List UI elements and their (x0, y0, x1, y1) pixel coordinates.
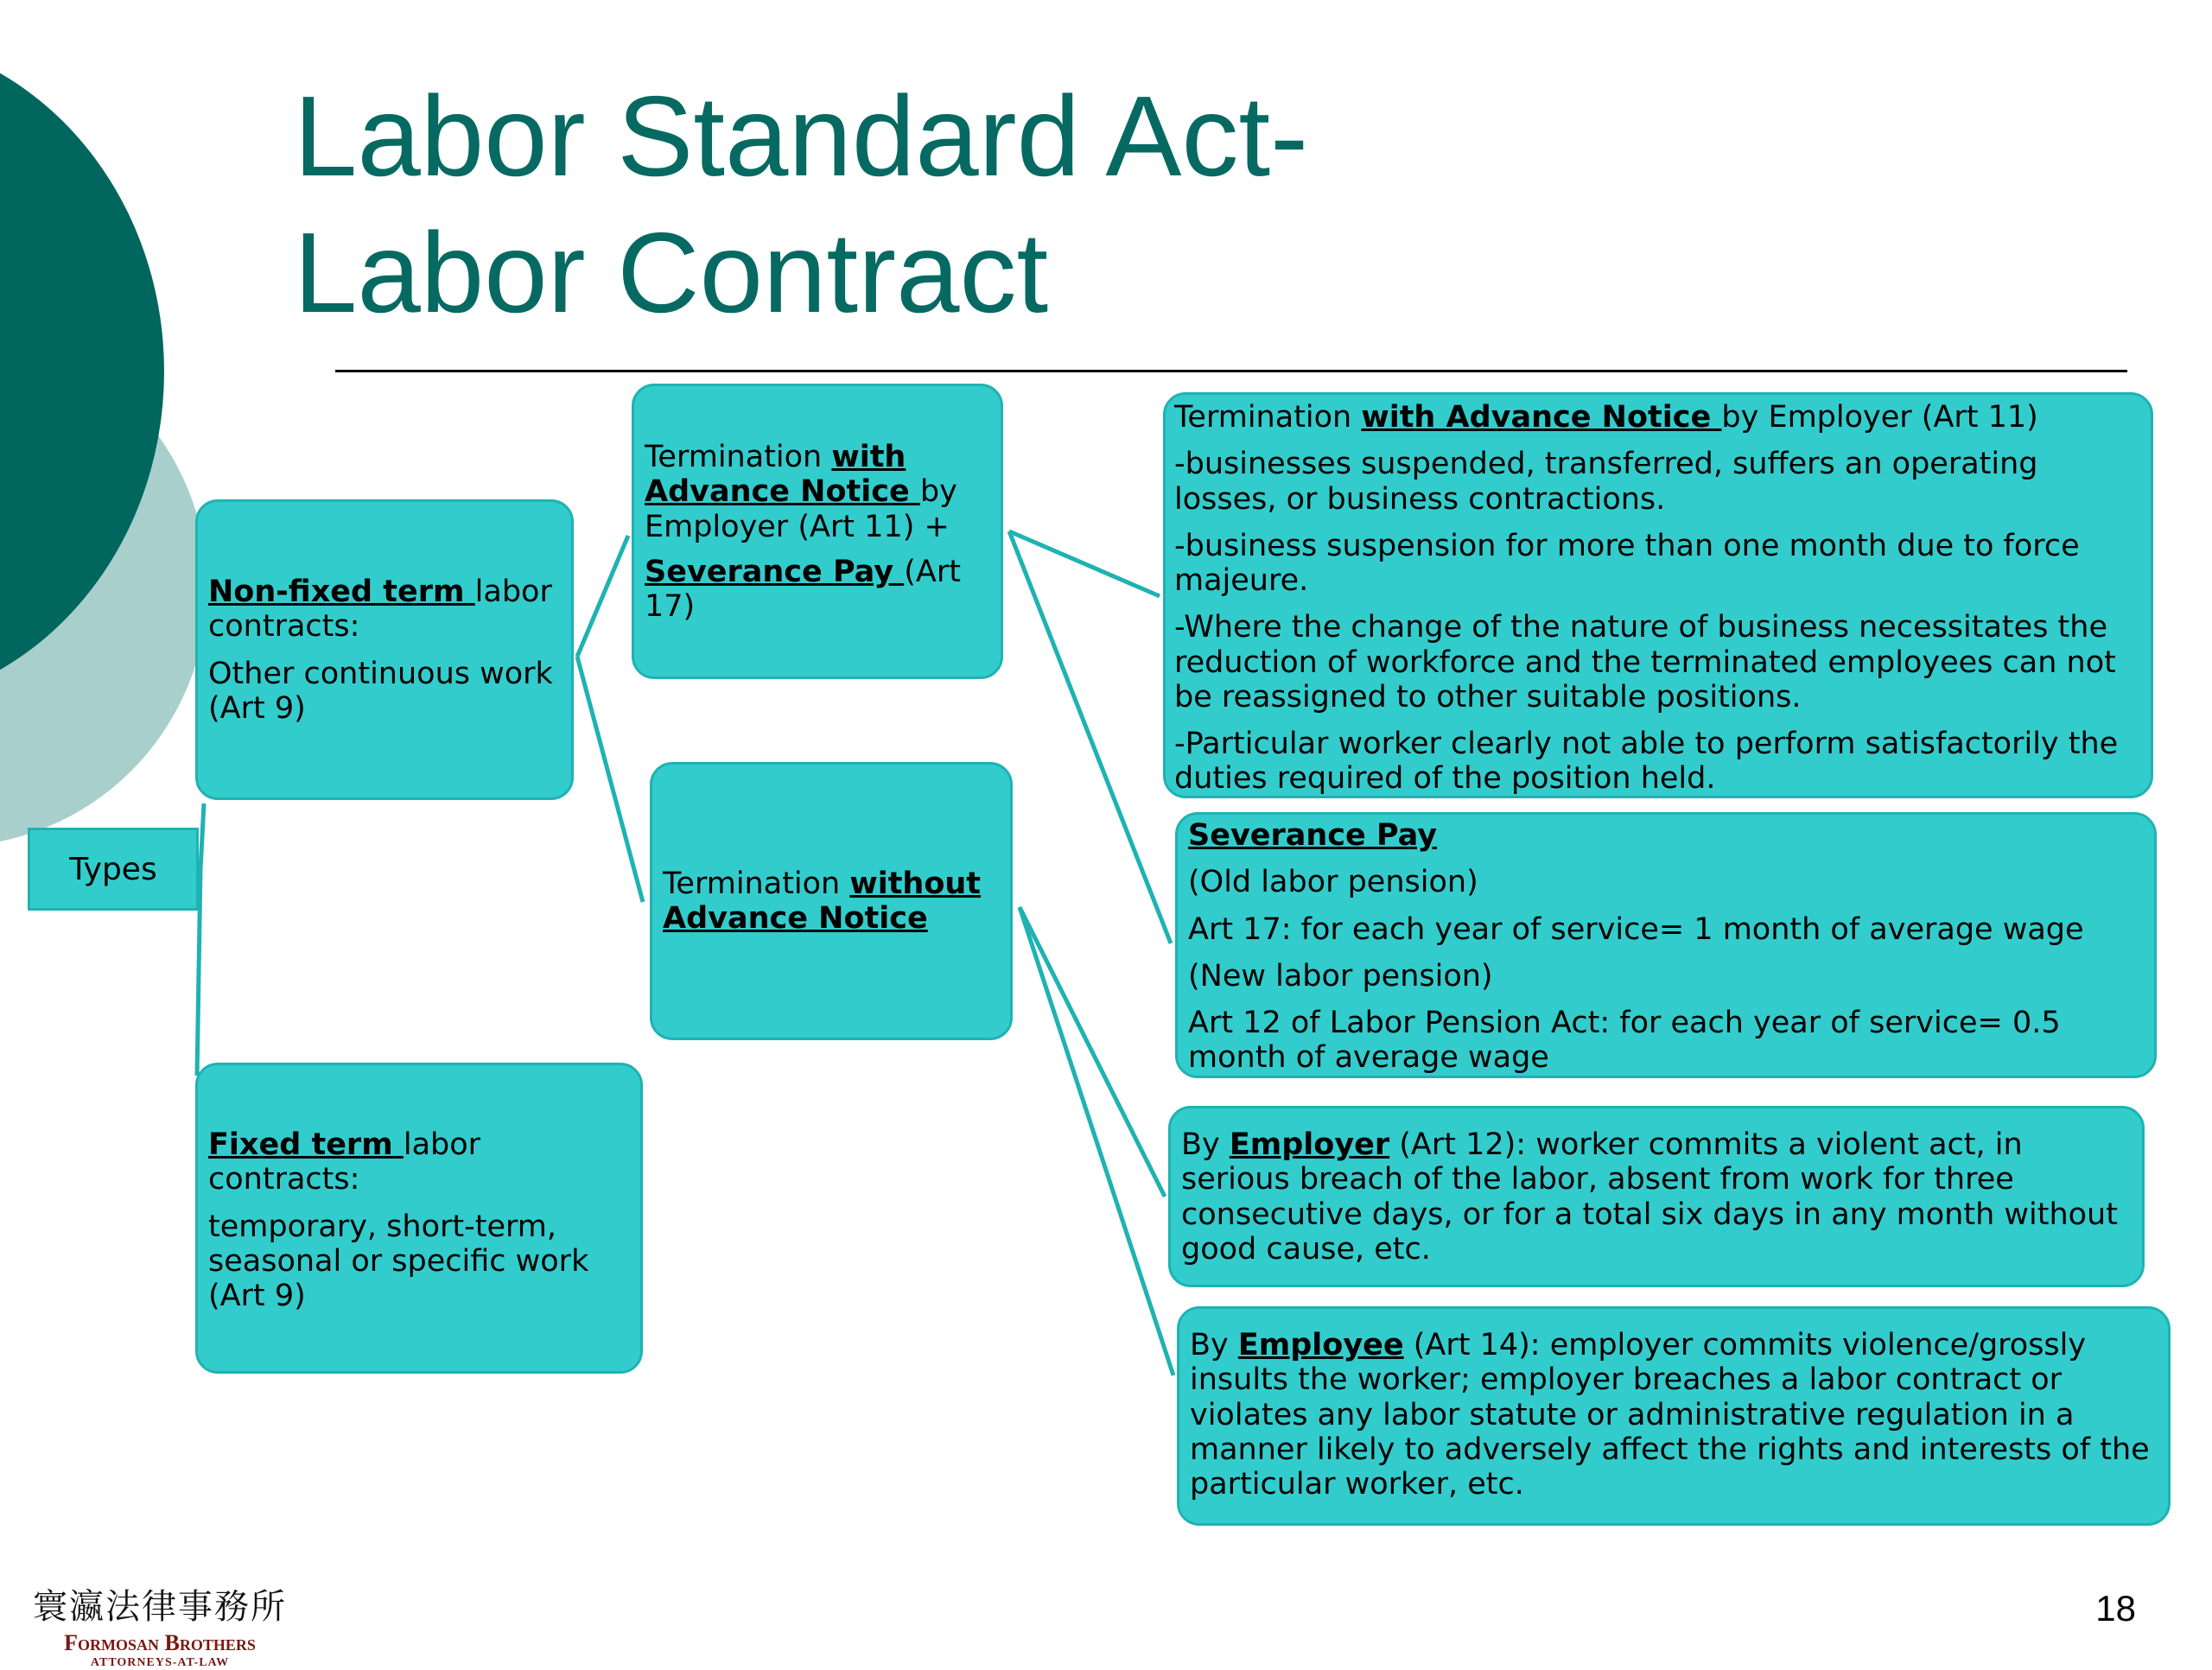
non-fixed-term-heading: Non-fixed term (208, 575, 475, 609)
logo-chinese-name: 寰瀛法律事務所 (33, 1587, 287, 1626)
severance-line: (New labor pension) (1188, 958, 1493, 994)
termination-without-notice-box (650, 762, 1013, 1040)
by-employee-t2: (Art 14): employer commits violence/grossly insults the worker; employer breaches a labor contract or violates any labor statute or administrative regulation in a manner likely to adversely affect the rights and interests of the particular worker, etc. (1190, 1328, 2150, 1502)
fixed-term-heading-rest: labor contracts: (208, 1127, 481, 1197)
severance-line: Art 17: for each year of service= 1 month of average wage (1188, 911, 2084, 947)
types-label: Types (69, 851, 157, 887)
connector-with-severance (1009, 531, 1171, 943)
slide-title-line-1: Labor Standard Act- (294, 73, 1309, 200)
with-notice-t2: by Employer (Art 11) + (645, 474, 957, 544)
non-fixed-term-body: Other continuous work (Art 9) (208, 656, 553, 726)
severance-line: Art 12 of Labor Pension Act: for each year of service= 0.5 month of average wage (1188, 1006, 2061, 1076)
by-employer-b1: Employer (1229, 1127, 1390, 1162)
logo-english-name: Formosan Brothers (64, 1630, 256, 1655)
detail-with-item: -Particular worker clearly not able to perform satisfactorily the duties required of the position held. (1174, 727, 2119, 797)
slide-title-line-2: Labor Contract (294, 209, 1049, 336)
severance-line: (Old labor pension) (1188, 865, 1478, 900)
severance-pay-box (1175, 812, 2157, 1078)
logo-subtitle: ATTORNEYS-AT-LAW (90, 1656, 230, 1669)
with-notice-b2: Severance Pay (645, 554, 905, 589)
fixed-term-body: temporary, short-term, seasonal or specific work (Art 9) (208, 1209, 589, 1313)
non-fixed-term-box (195, 499, 574, 800)
connector-nonfixed-with (577, 536, 628, 657)
with-notice-t1: Termination (645, 440, 832, 474)
by-employer-box (1168, 1106, 2145, 1287)
detail-with-t2: by Employer (Art 11) (1721, 400, 2038, 435)
detail-with-b1: with Advance Notice (1361, 400, 1722, 435)
connector-without-employer (1020, 907, 1165, 1197)
firm-logo (17, 1579, 302, 1670)
with-notice-t3: (Art 17) (645, 554, 961, 624)
by-employee-b1: Employee (1237, 1328, 1404, 1362)
connector-types-nonfixed (200, 803, 204, 869)
connector-nonfixed-without (577, 657, 643, 902)
advance-notice-details-box (1163, 392, 2153, 798)
by-employer-t2: (Art 12): worker commits a violent act, in serious breach of the labor, absent from work for three consecutive days, or for a total six days in any month without good cause, etc. (1181, 1127, 2118, 1267)
detail-with-item: -business suspension for more than one month due to force majeure. (1174, 528, 2080, 598)
by-employer-t1: By (1181, 1127, 1230, 1162)
without-notice-b1: without Advance Notice (663, 867, 982, 937)
page-number: 18 (2095, 1588, 2136, 1629)
fixed-term-heading: Fixed term (208, 1127, 404, 1162)
by-employee-box (1177, 1306, 2171, 1526)
without-notice-t1: Termination (663, 867, 850, 901)
with-notice-b1: with Advance Notice (645, 440, 920, 510)
detail-with-item: -Where the change of the nature of business necessitates the reduction of workforce and the terminated employees can not be reassigned to other suitable positions. (1174, 610, 2116, 714)
types-node (28, 828, 199, 911)
non-fixed-term-heading-rest: labor contracts: (208, 575, 552, 645)
detail-with-t1: Termination (1174, 400, 1362, 435)
fixed-term-box (195, 1063, 643, 1374)
termination-with-notice-box (632, 384, 1003, 679)
severance-heading: Severance Pay (1188, 818, 1438, 853)
by-employee-t1: By (1190, 1328, 1238, 1362)
connector-without-employee (1020, 907, 1173, 1375)
detail-with-item: -businesses suspended, transferred, suffers an operating losses, or business contractions. (1174, 447, 2038, 517)
